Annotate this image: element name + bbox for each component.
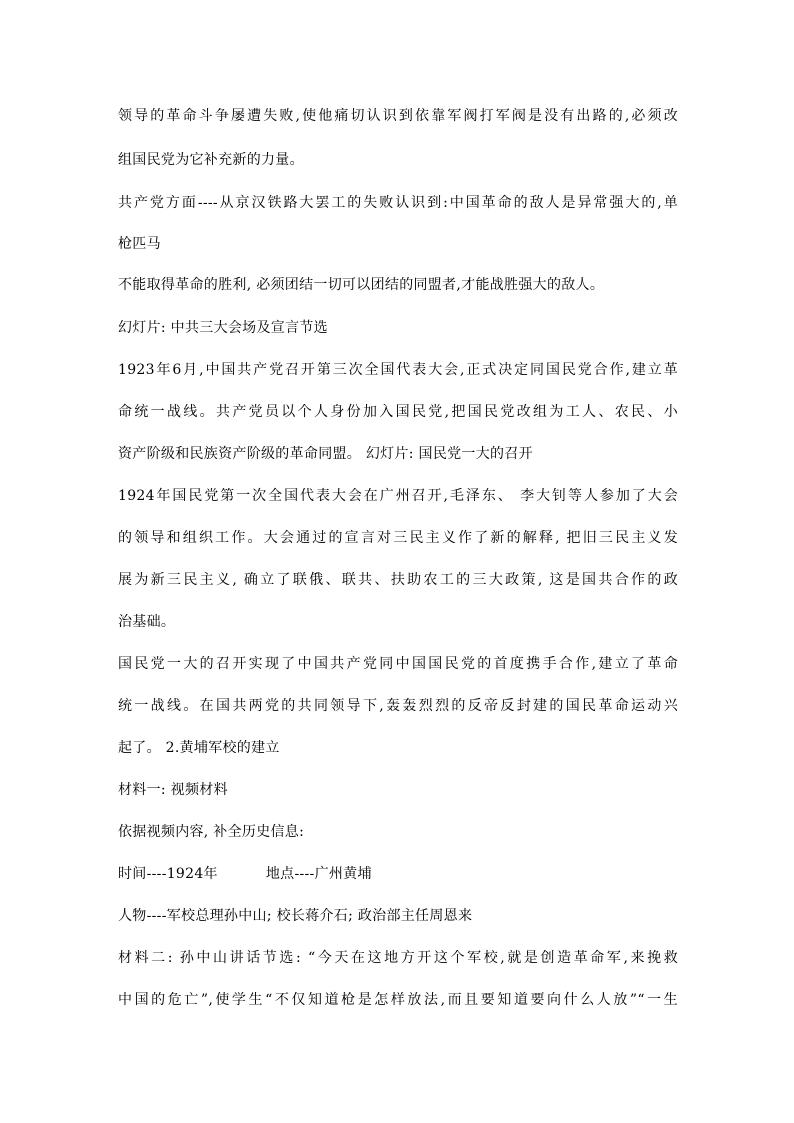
paragraph-line: 共产党方面----从京汉铁路大罢工的失败认识到:中国革命的敌人是异常强大的,单	[118, 195, 678, 211]
paragraph-line: 不能取得革命的胜利, 必须团结一切可以团结的同盟者,才能战胜强大的敌人。	[118, 277, 605, 293]
paragraph-line: 治基础。	[118, 614, 176, 630]
paragraph-line: 的领导和组织工作。大会通过的宣言对三民主义作了新的解释, 把旧三民主义发	[118, 530, 678, 546]
paragraph-line: 国民党一大的召开实现了中国共产党同中国国民党的首度携手合作,建立了革命	[118, 656, 678, 672]
place-text: 地点----广州黄埔	[265, 866, 372, 882]
paragraph-line: 材料一: 视频材料	[118, 782, 228, 798]
paragraph-line: 起了。 2.黄埔军校的建立	[118, 740, 280, 756]
paragraph-line: 统一战线。在国共两党的共同领导下,轰轰烈烈的反帝反封建的国民革命运动兴	[118, 698, 678, 714]
paragraph-line: 领导的革命斗争屡遭失败,使他痛切认识到依靠军阀打军阀是没有出路的,必须改	[118, 108, 678, 124]
paragraph-line: 组国民党为它补充新的力量。	[118, 152, 304, 168]
paragraph-line: 1923年6月,中国共产党召开第三次全国代表大会,正式决定同国民党合作,建立革	[118, 362, 678, 378]
paragraph-line: 中国的危亡”,使学生“不仅知道枪是怎样放法,而且要知道要向什么人放”“一生	[118, 992, 678, 1008]
paragraph-line: 依据视频内容, 补全历史信息:	[118, 824, 305, 840]
paragraph-line: 幻灯片: 中共三大会场及宣言节选	[118, 320, 328, 336]
paragraph-line: 人物----军校总理孙中山; 校长蒋介石; 政治部主任周恩来	[118, 908, 473, 924]
paragraph-line: 材料二: 孙中山讲话节选: “今天在这地方开这个军校,就是创造革命军,来挽救	[118, 950, 678, 966]
paragraph-line: 命统一战线。共产党员以个人身份加入国民党,把国民党改组为工人、农民、小	[118, 404, 678, 420]
paragraph-line: 展为新三民主义, 确立了联俄、联共、扶助农工的三大政策, 这是国共合作的政	[118, 572, 678, 588]
time-text: 时间----1924年	[118, 866, 218, 882]
paragraph-line: 枪匹马	[118, 236, 161, 252]
paragraph-line: 资产阶级和民族资产阶级的革命同盟。 幻灯片: 国民党一大的召开	[118, 446, 533, 462]
paragraph-line: 1924年国民党第一次全国代表大会在广州召开,毛泽东、 李大钊等人参加了大会	[118, 488, 678, 504]
time-place-line	[118, 864, 678, 884]
